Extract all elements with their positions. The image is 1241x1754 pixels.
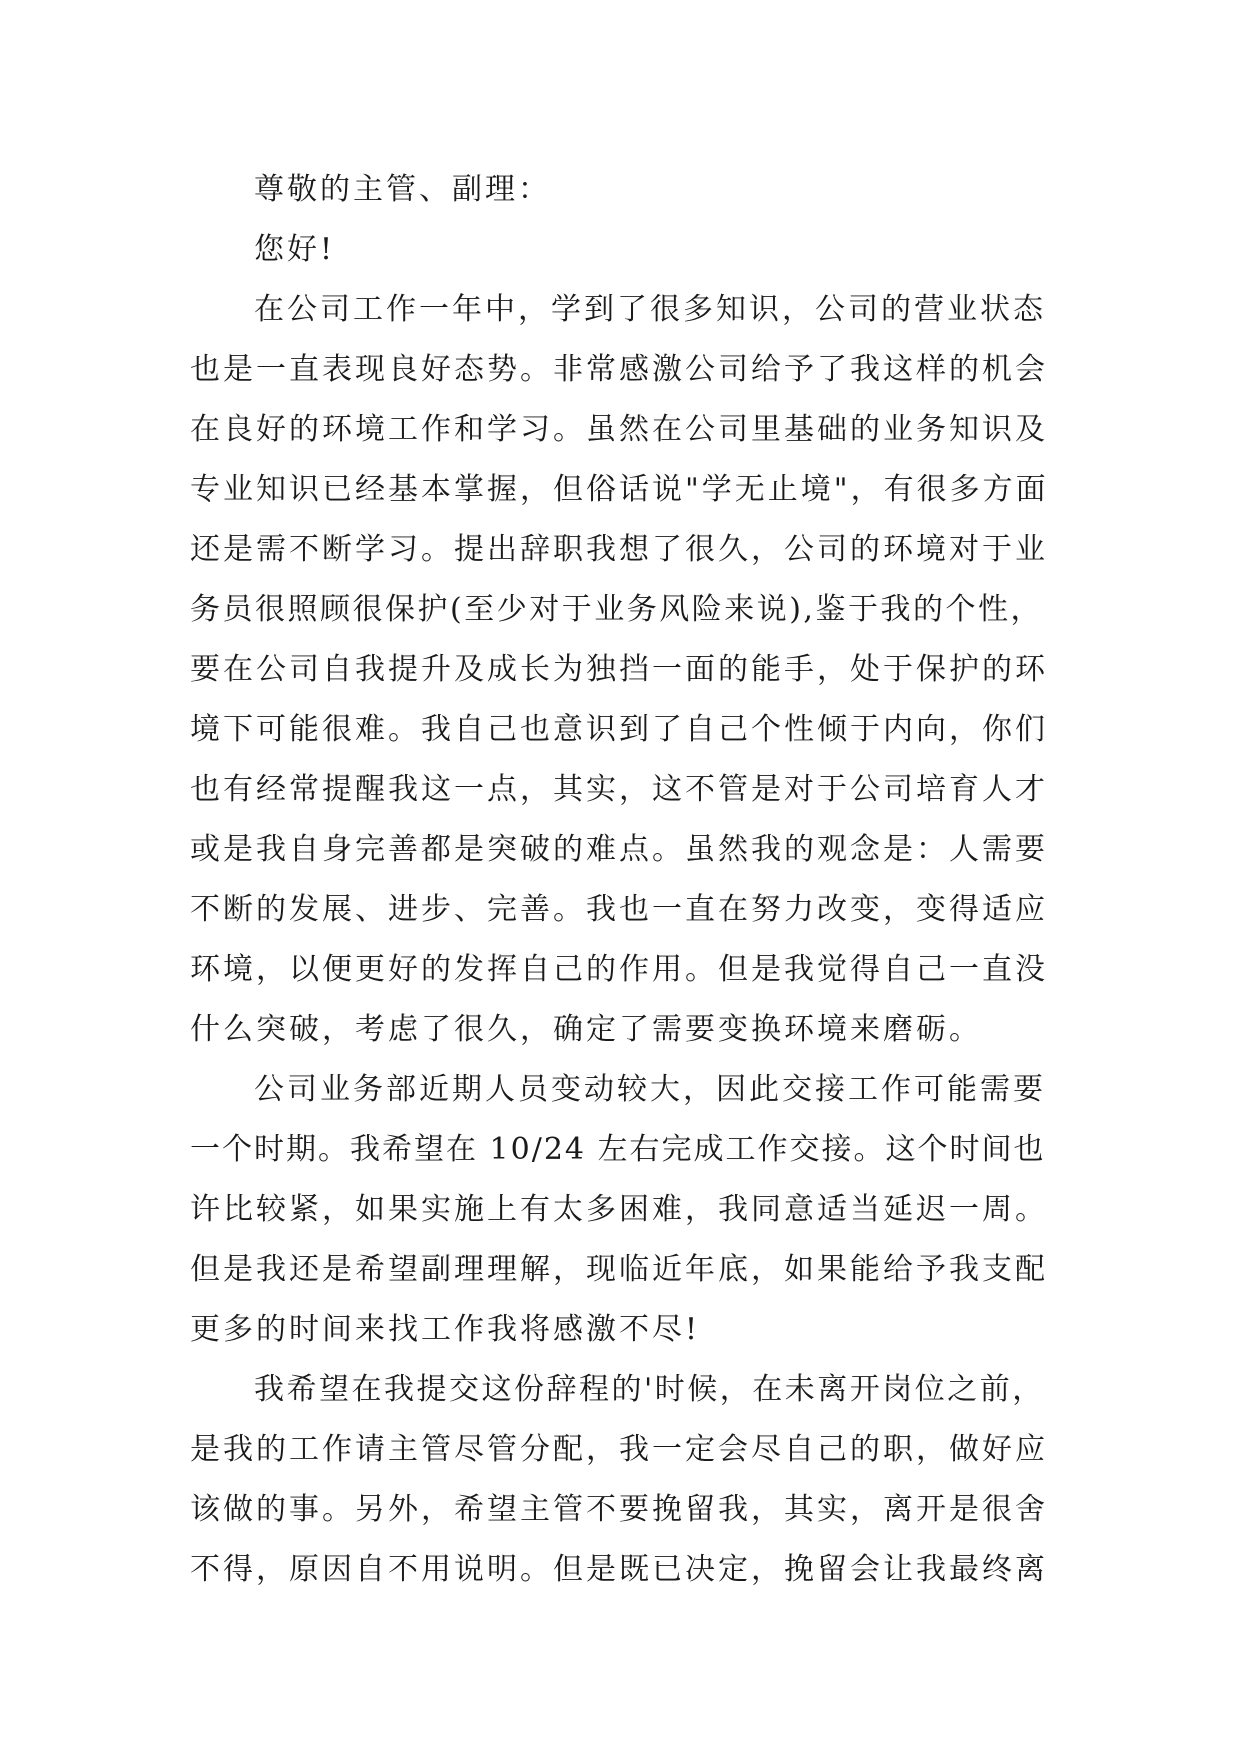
text-line: 许比较紧，如果实施上有太多困难，我同意适当延迟一周。 bbox=[190, 1192, 1048, 1227]
text-line: 在公司工作一年中，学到了很多知识，公司的营业状态 bbox=[254, 292, 1046, 327]
text-line: 境下可能很难。我自己也意识到了自己个性倾于内向，你们 bbox=[190, 712, 1048, 747]
text-line: 还是需不断学习。提出辞职我想了很久，公司的环境对于业 bbox=[190, 532, 1048, 567]
text-line: 不得，原因自不用说明。但是既已决定，挽留会让我最终离 bbox=[190, 1552, 1048, 1587]
text-line: 专业知识已经基本掌握，但俗话说"学无止境"，有很多方面 bbox=[190, 472, 1049, 507]
greeting: 您好! bbox=[254, 232, 336, 267]
text-line: 或是我自身完善都是突破的难点。虽然我的观念是：人需要 bbox=[190, 832, 1048, 867]
text-line: 也是一直表现良好态势。非常感激公司给予了我这样的机会 bbox=[190, 352, 1048, 387]
text-line: 务员很照顾很保护(至少对于业务风险来说),鉴于我的个性， bbox=[190, 592, 1043, 627]
text-line: 在良好的环境工作和学习。虽然在公司里基础的业务知识及 bbox=[190, 412, 1048, 447]
text-line: 什么突破，考虑了很久，确定了需要变换环境来磨砺。 bbox=[190, 1012, 982, 1047]
text-line: 也有经常提醒我这一点，其实，这不管是对于公司培育人才 bbox=[190, 772, 1048, 807]
text-line: 要在公司自我提升及成长为独挡一面的能手，处于保护的环 bbox=[190, 652, 1048, 687]
text-line: 一个时期。我希望在 10/24 左右完成工作交接。这个时间也 bbox=[190, 1132, 1046, 1167]
text-line: 但是我还是希望副理理解，现临近年底，如果能给予我支配 bbox=[190, 1252, 1048, 1287]
letter-body bbox=[190, 160, 1050, 1600]
text-line: 公司业务部近期人员变动较大，因此交接工作可能需要 bbox=[254, 1072, 1046, 1107]
text-line: 该做的事。另外，希望主管不要挽留我，其实，离开是很舍 bbox=[190, 1492, 1048, 1527]
text-line: 环境，以便更好的发挥自己的作用。但是我觉得自己一直没 bbox=[190, 952, 1048, 987]
salutation: 尊敬的主管、副理： bbox=[254, 172, 551, 207]
text-line: 不断的发展、进步、完善。我也一直在努力改变，变得适应 bbox=[190, 892, 1048, 927]
text-line: 是我的工作请主管尽管分配，我一定会尽自己的职，做好应 bbox=[190, 1432, 1048, 1467]
text-line: 更多的时间来找工作我将感激不尽! bbox=[190, 1312, 701, 1347]
text-line: 我希望在我提交这份辞程的'时候，在未离开岗位之前， bbox=[254, 1372, 1045, 1407]
